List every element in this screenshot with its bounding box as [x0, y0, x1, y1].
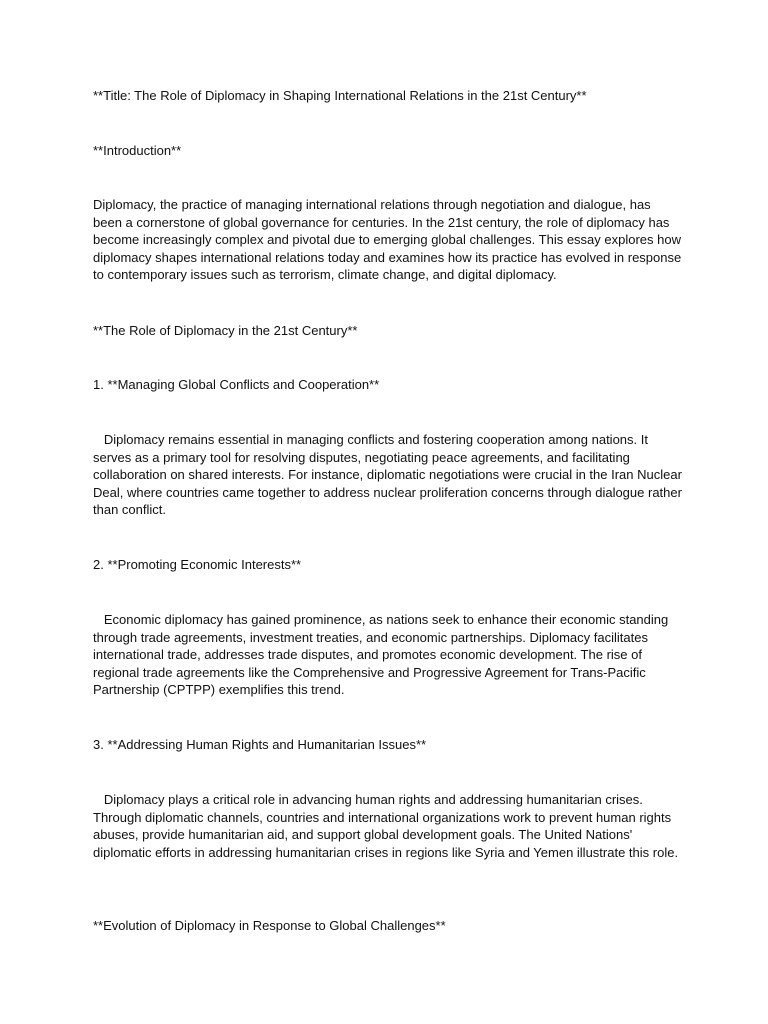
- paragraph-indent: [93, 612, 104, 627]
- subsection-heading-economic: 2. **Promoting Economic Interests**: [93, 557, 302, 572]
- introduction-paragraph: Diplomacy, the practice of managing international relations through negotiation and dialogue, has been a cornerstone of global governance for centuries. In the 21st century, the role of diplomacy has become increasingly complex and pivotal due to emerging global challenges. This essay explores how diplomacy shapes international relations today and examines how its practice has evolved in response to contemporary issues such as terrorism, climate change, and digital diplomacy.: [93, 197, 682, 283]
- subsection-paragraph-conflicts: [93, 431, 683, 519]
- evolution-section-heading: **Evolution of Diplomacy in Response to Global Challenges**: [93, 918, 446, 933]
- subsection-paragraph-human-rights: [93, 791, 683, 861]
- paragraph-indent: [93, 432, 104, 447]
- document-title: **Title: The Role of Diplomacy in Shaping International Relations in the 21st Century**: [93, 88, 587, 103]
- subsection-heading-conflicts: 1. **Managing Global Conflicts and Cooperation**: [93, 377, 380, 392]
- paragraph-indent: [93, 792, 104, 807]
- conflicts-text: Diplomacy remains essential in managing conflicts and fostering cooperation among nations. It serves as a primary tool for resolving disputes, negotiating peace agreements, and facilitating collaboration on shared interests. For instance, diplomatic negotiations were crucial in the Iran Nuclear Deal, where countries came together to address nuclear proliferation concerns through dialogue rather than conflict.: [93, 432, 682, 518]
- role-section-heading: **The Role of Diplomacy in the 21st Century**: [93, 323, 358, 338]
- introduction-heading: **Introduction**: [93, 143, 182, 158]
- subsection-heading-human-rights: 3. **Addressing Human Rights and Humanitarian Issues**: [93, 737, 427, 752]
- subsection-paragraph-economic: [93, 611, 683, 699]
- human-rights-text: Diplomacy plays a critical role in advancing human rights and addressing humanitarian crises. Through diplomatic channels, countries and international organizations work to prevent human rights abuses, provide humanitarian aid, and support global development goals. The United Nations' diplomatic efforts in addressing humanitarian crises in regions like Syria and Yemen illustrate this role.: [93, 792, 679, 860]
- economic-text: Economic diplomacy has gained prominence, as nations seek to enhance their economic standing through trade agreements, investment treaties, and economic partnerships. Diplomacy facilitates international trade, addresses trade disputes, and promotes economic development. The rise of regional trade agreements like the Comprehensive and Progressive Agreement for Trans-Pacific Partnership (CPTPP) exemplifies this trend.: [93, 612, 669, 698]
